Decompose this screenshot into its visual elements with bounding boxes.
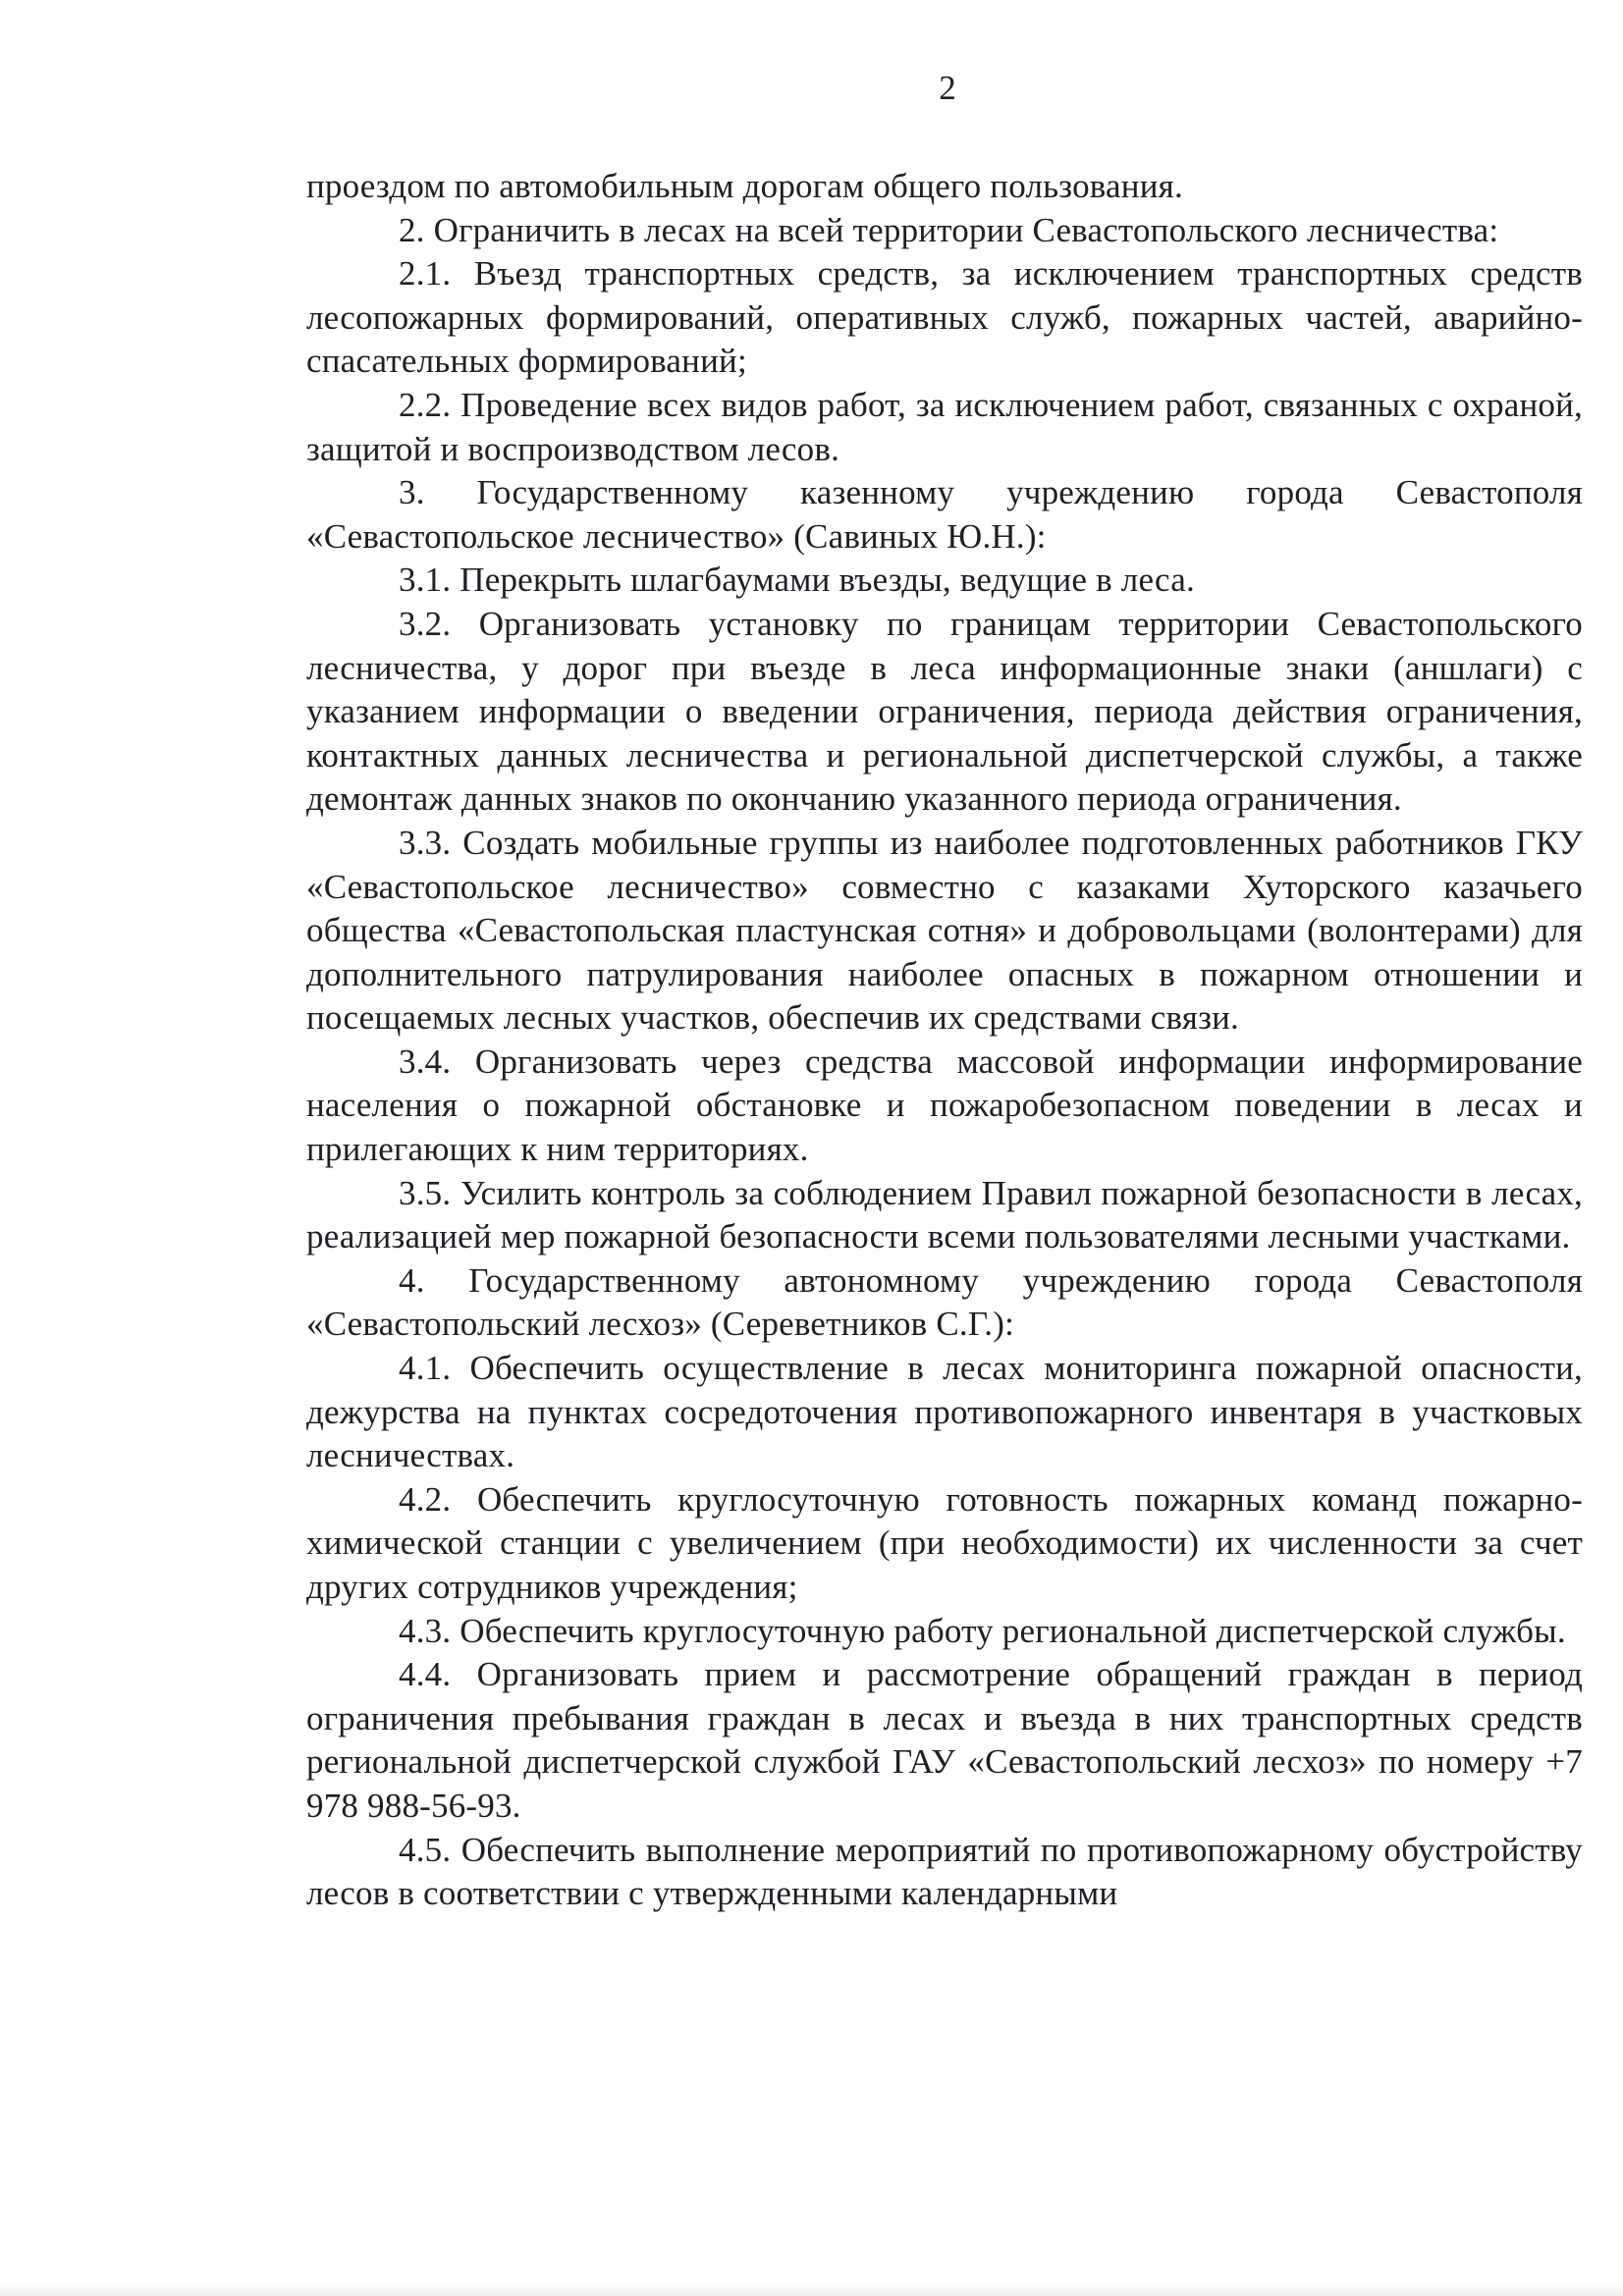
paragraph-2-2: 2.2. Проведение всех видов работ, за исключением работ, связанных с охраной, защитой и воспроизводством лесов. <box>306 385 1583 468</box>
paragraph-2: 2. Ограничить в лесах на всей территории Севастопольского лесничества: <box>399 210 1499 249</box>
paragraph-4-3: 4.3. Обеспечить круглосуточную работу региональной диспетчерской службы. <box>399 1611 1566 1650</box>
paragraph-4-4: 4.4. Организовать прием и рассмотрение обращений граждан в период ограничения пребывания граждан в лесах и въезда в них транспортных средств региональной диспетчерской службой ГАУ «Севастопольский лесхоз» по номеру +7 978 988-56-93. <box>306 1655 1583 1825</box>
paragraph-4-1: 4.1. Обеспечить осуществление в лесах мониторинга пожарной опасности, дежурства на пунктах сосредоточения противопожарного инвентаря в участковых лесничествах. <box>306 1349 1583 1475</box>
paragraph-3-5: 3.5. Усилить контроль за соблюдением Правил пожарной безопасности в лесах, реализацией мер пожарной безопасности всеми пользователями лесными участками. <box>306 1173 1583 1256</box>
paragraph-3-3: 3.3. Создать мобильные группы из наиболее подготовленных работников ГКУ «Севастопольское лесничество» совместно с казаками Хуторского казачьего общества «Севастопольская пластунская сотня» и добровольцами (волонтерами) для дополнительного патрулирования наиболее опасных в пожарном отношении и посещаемых лесных участков, обеспечив их средствами связи. <box>306 823 1583 1038</box>
paragraph-3-4: 3.4. Организовать через средства массовой информации информирование населения о пожарной обстановке и пожаробезопасном поведении в лесах и прилегающих к ним территориях. <box>306 1041 1583 1169</box>
paragraph-4: 4. Государственному автономному учреждению города Севастополя «Севастопольский лесхоз» (Сереветников С.Г.): <box>306 1260 1583 1344</box>
paragraph-continuation: проездом по автомобильным дорогам общего пользования. <box>306 167 1183 205</box>
paragraph-4-2: 4.2. Обеспечить круглосуточную готовность пожарных команд пожарно-химической станции с увеличением (при необходимости) их численности за счет других сотрудников учреждения; <box>306 1479 1583 1606</box>
page-number: 2 <box>939 69 956 107</box>
paragraph-3-1: 3.1. Перекрыть шлагбаумами въезды, ведущие в леса. <box>399 561 1195 600</box>
paragraph-3: 3. Государственному казенному учреждению города Севастополя «Севастопольское лесничество» (Савиных Ю.Н.): <box>306 473 1583 556</box>
paragraph-3-2: 3.2. Организовать установку по границам территории Севастопольского лесничества, у дорог при въезде в леса информационные знаки (аншлаги) с указанием информации о введении ограничения, периода действия ограничения, контактных данных лесничества и региональной диспетчерской службы, а также демонтаж данных знаков по окончанию указанного периода ограничения. <box>306 604 1583 819</box>
paragraph-4-5: 4.5. Обеспечить выполнение мероприятий по противопожарному обустройству лесов в соответствии с утвержденными календарными <box>306 1830 1583 1913</box>
paragraph-2-1: 2.1. Въезд транспортных средств, за исключением транспортных средств лесопожарных формирований, оперативных служб, пожарных частей, аварийно-спасательных формирований; <box>306 254 1583 381</box>
scan-bottom-edge <box>0 2284 1623 2296</box>
document-body <box>306 165 1583 1916</box>
